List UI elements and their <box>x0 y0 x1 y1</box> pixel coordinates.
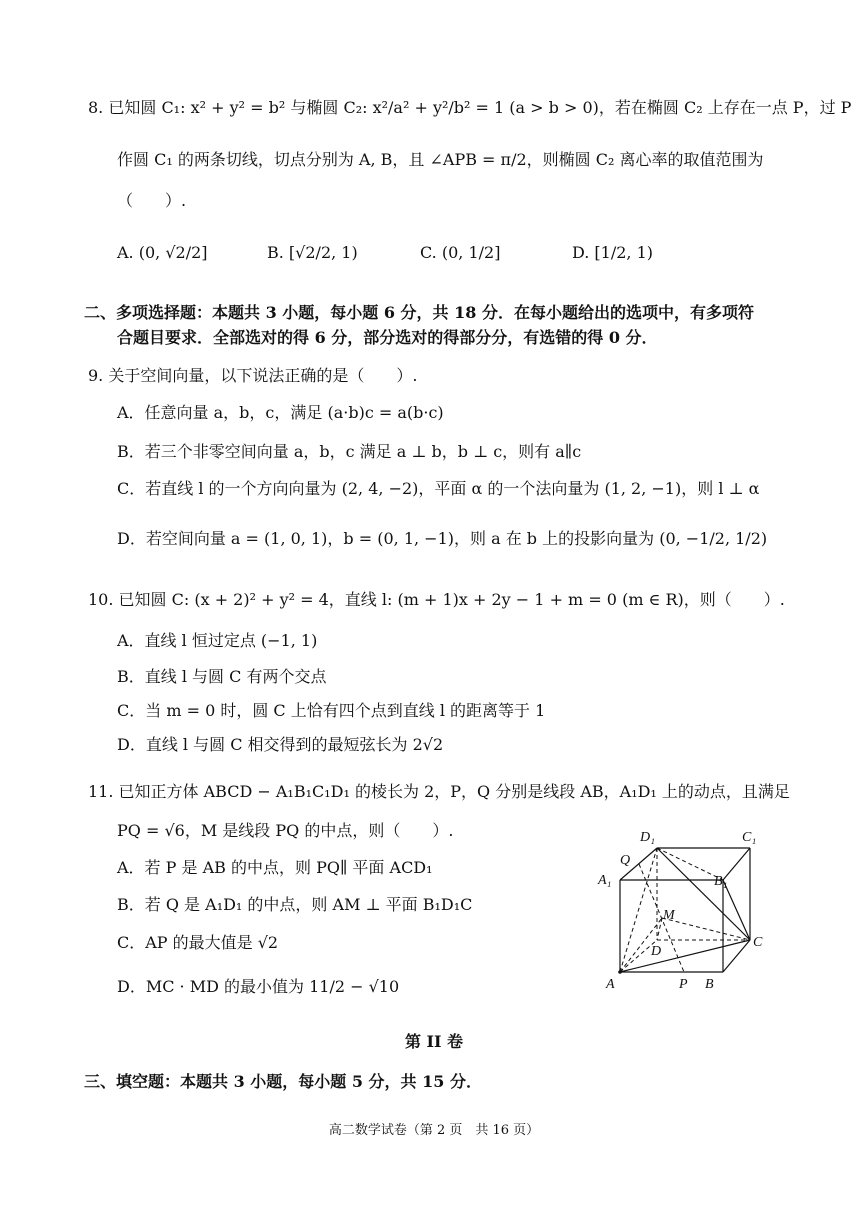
q10-option-d: D．直线 l 与圆 C 相交得到的最短弦长为 2√2 <box>117 735 444 754</box>
label-a: A <box>606 977 615 992</box>
label-p: P <box>679 977 688 992</box>
section-3-heading: 三、填空题：本题共 3 小题，每小题 5 分，共 15 分． <box>84 1072 482 1091</box>
q8-line-1: 8. 已知圆 C₁: x² + y² = b² 与椭圆 C₂: x²/a² + y²/b² = 1 (a > b > 0)，若在椭圆 C₂ 上存在一点 P，过 P <box>88 98 852 117</box>
q9-stem: 9. 关于空间向量，以下说法正确的是（ ）. <box>88 366 418 385</box>
section-2-heading: 二、多项选择题：本题共 3 小题，每小题 6 分，共 18 分．在每小题给出的选项中，有多项符 <box>84 303 754 322</box>
label-c: C <box>753 935 763 950</box>
label-m: M <box>663 908 675 923</box>
label-d: D <box>651 944 662 959</box>
section-2-instructions: 合题目要求．全部选对的得 6 分，部分选对的得部分分，有选错的得 0 分． <box>117 328 658 347</box>
q11-option-a: A．若 P 是 AB 的中点，则 PQ∥ 平面 ACD₁ <box>117 858 433 877</box>
label-b1: B₁ <box>714 874 728 889</box>
q8-line-3: （ ）. <box>117 191 187 210</box>
q8-option-d: D. [1/2, 1) <box>572 243 654 262</box>
q10-option-a: A．直线 l 恒过定点 (−1, 1) <box>117 631 318 650</box>
label-b: B <box>705 977 714 992</box>
q9-option-a: A．任意向量 a，b，c，满足 (a·b)c = a(b·c) <box>117 403 444 422</box>
page-footer: 高二数学试卷（第 2 页 共 16 页） <box>328 1123 540 1138</box>
label-a1: A₁ <box>598 873 612 888</box>
label-c1: C₁ <box>742 830 757 845</box>
q8-option-b: B. [√2/2, 1) <box>267 243 358 262</box>
cube-figure <box>590 822 780 994</box>
q11-line-1: 11. 已知正方体 ABCD − A₁B₁C₁D₁ 的棱长为 2，P，Q 分别是线段 AB，A₁D₁ 上的动点，且满足 <box>88 782 790 801</box>
q9-option-c: C．若直线 l 的一个方向向量为 (2, 4, −2)，平面 α 的一个法向量为 (1, 2, −1)，则 l ⊥ α <box>117 479 760 498</box>
q11-line-2: PQ = √6，M 是线段 PQ 的中点，则（ ）. <box>117 821 454 840</box>
q11-option-d: D．MC · MD 的最小值为 11/2 − √10 <box>117 977 400 996</box>
q8-option-a: A. (0, √2/2] <box>117 243 208 262</box>
label-q: Q <box>620 853 631 868</box>
part-2-heading: 第 II 卷 <box>404 1032 464 1051</box>
q9-option-d: D．若空间向量 a = (1, 0, 1)，b = (0, 1, −1)，则 a 在 b 上的投影向量为 (0, −1/2, 1/2) <box>117 529 768 548</box>
q10-option-c: C．当 m = 0 时，圆 C 上恰有四个点到直线 l 的距离等于 1 <box>117 701 546 720</box>
q11-option-b: B．若 Q 是 A₁D₁ 的中点，则 AM ⊥ 平面 B₁D₁C <box>117 895 473 914</box>
q11-option-c: C．AP 的最大值是 √2 <box>117 933 279 952</box>
label-d1: D₁ <box>640 830 655 845</box>
q9-option-b: B．若三个非零空间向量 a，b，c 满足 a ⊥ b，b ⊥ c，则有 a∥c <box>117 442 582 461</box>
q8-line-2: 作圆 C₁ 的两条切线，切点分别为 A, B，且 ∠APB = π/2，则椭圆 C₂ 离心率的取值范围为 <box>117 150 764 169</box>
q8-option-c: C. (0, 1/2] <box>420 243 501 262</box>
q10-option-b: B．直线 l 与圆 C 有两个交点 <box>117 667 327 686</box>
q10-stem: 10. 已知圆 C: (x + 2)² + y² = 4，直线 l: (m + 1)x + 2y − 1 + m = 0 (m ∈ R)，则（ ）. <box>88 590 785 609</box>
